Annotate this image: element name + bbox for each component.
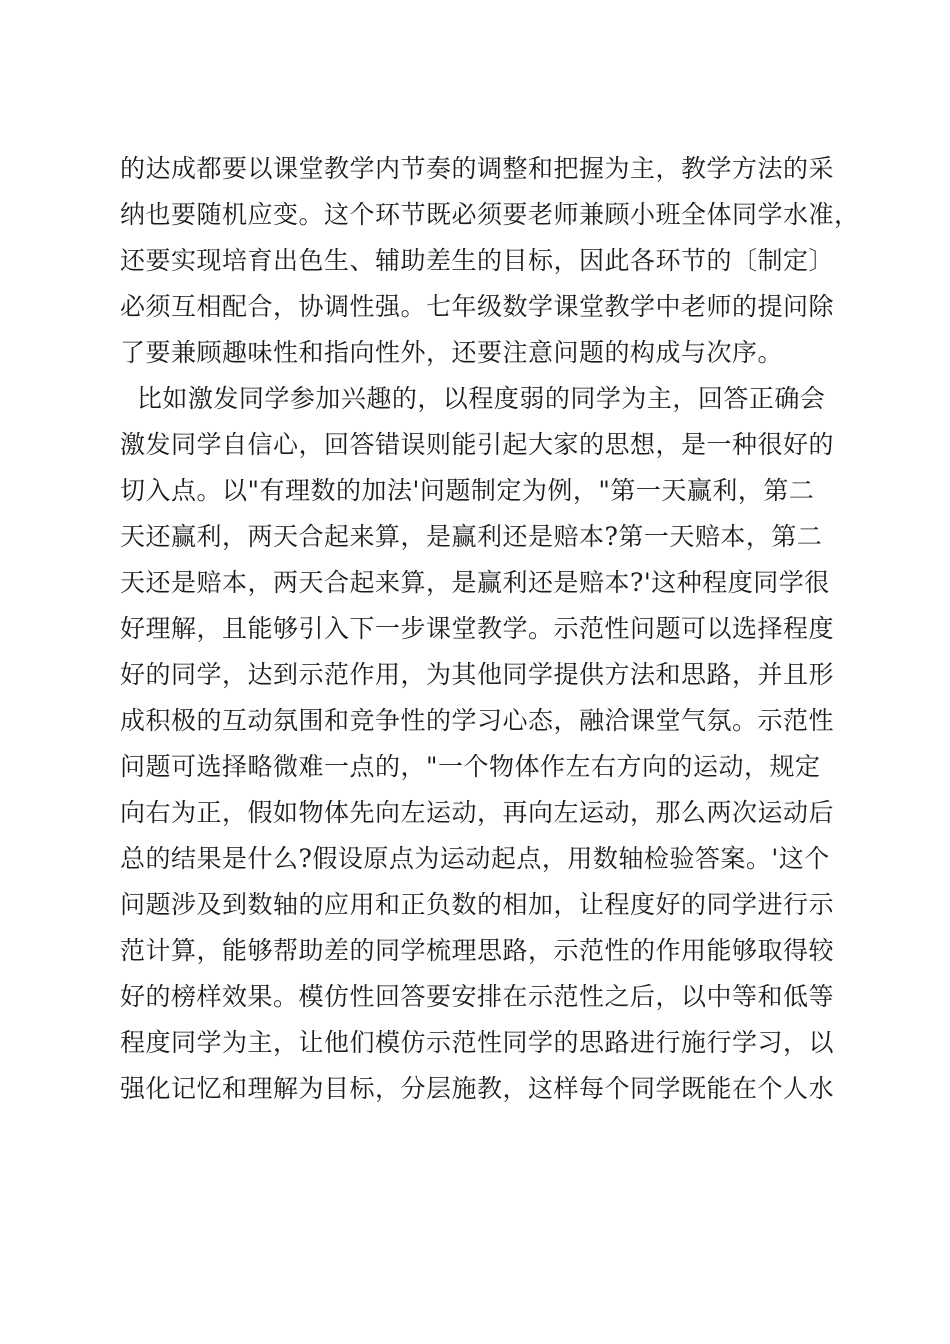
text-line: 切入点。以"有理数的加法'问题制定为例，"第一天赢利，第二 xyxy=(120,476,815,505)
text-line: 了要兼顾趣味性和指向性外，还要注意问题的构成与次序。 xyxy=(120,338,784,367)
text-line: 纳也要随机应变。这个环节既必须要老师兼顾小班全体同学水准， xyxy=(120,200,860,229)
text-line: 天还赢利，两天合起来算，是赢利还是赔本?第一天赔本，第二 xyxy=(120,522,823,551)
text-line: 成积极的互动氛围和竞争性的学习心态，融洽课堂气氛。示范性 xyxy=(120,706,835,735)
text-line: 激发同学自信心，回答错误则能引起大家的思想，是一种很好的 xyxy=(120,430,835,459)
text-line: 程度同学为主，让他们模仿示范性同学的思路进行施行学习，以 xyxy=(120,1028,835,1057)
text-line: 还要实现培育出色生、辅助差生的目标，因此各环节的〔制定〕 xyxy=(120,246,835,275)
text-line: 好理解，且能够引入下一步课堂教学。示范性问题可以选择程度 xyxy=(120,614,835,643)
text-line: 比如激发同学参加兴趣的，以程度弱的同学为主，回答正确会 xyxy=(120,384,826,413)
text-line: 总的结果是什么?假设原点为运动起点，用数轴检验答案。'这个 xyxy=(120,844,830,873)
body-text xyxy=(120,146,860,1112)
text-line: 的达成都要以课堂教学内节奏的调整和把握为主，教学方法的采 xyxy=(120,154,835,183)
text-line: 问题可选择略微难一点的，"一个物体作左右方向的运动，规定 xyxy=(120,752,821,781)
text-line: 向右为正，假如物体先向左运动，再向左运动，那么两次运动后 xyxy=(120,798,835,827)
text-line: 必须互相配合，协调性强。七年级数学课堂教学中老师的提问除 xyxy=(120,292,835,321)
text-line: 范计算，能够帮助差的同学梳理思路，示范性的作用能够取得较 xyxy=(120,936,835,965)
text-line: 天还是赔本，两天合起来算，是赢利还是赔本?'这种程度同学很 xyxy=(120,568,830,597)
text-line: 问题涉及到数轴的应用和正负数的相加，让程度好的同学进行示 xyxy=(120,890,835,919)
text-line: 强化记忆和理解为目标，分层施教，这样每个同学既能在个人水 xyxy=(120,1074,835,1103)
text-line: 好的同学，达到示范作用，为其他同学提供方法和思路，并且形 xyxy=(120,660,835,689)
text-line: 好的榜样效果。模仿性回答要安排在示范性之后，以中等和低等 xyxy=(120,982,835,1011)
